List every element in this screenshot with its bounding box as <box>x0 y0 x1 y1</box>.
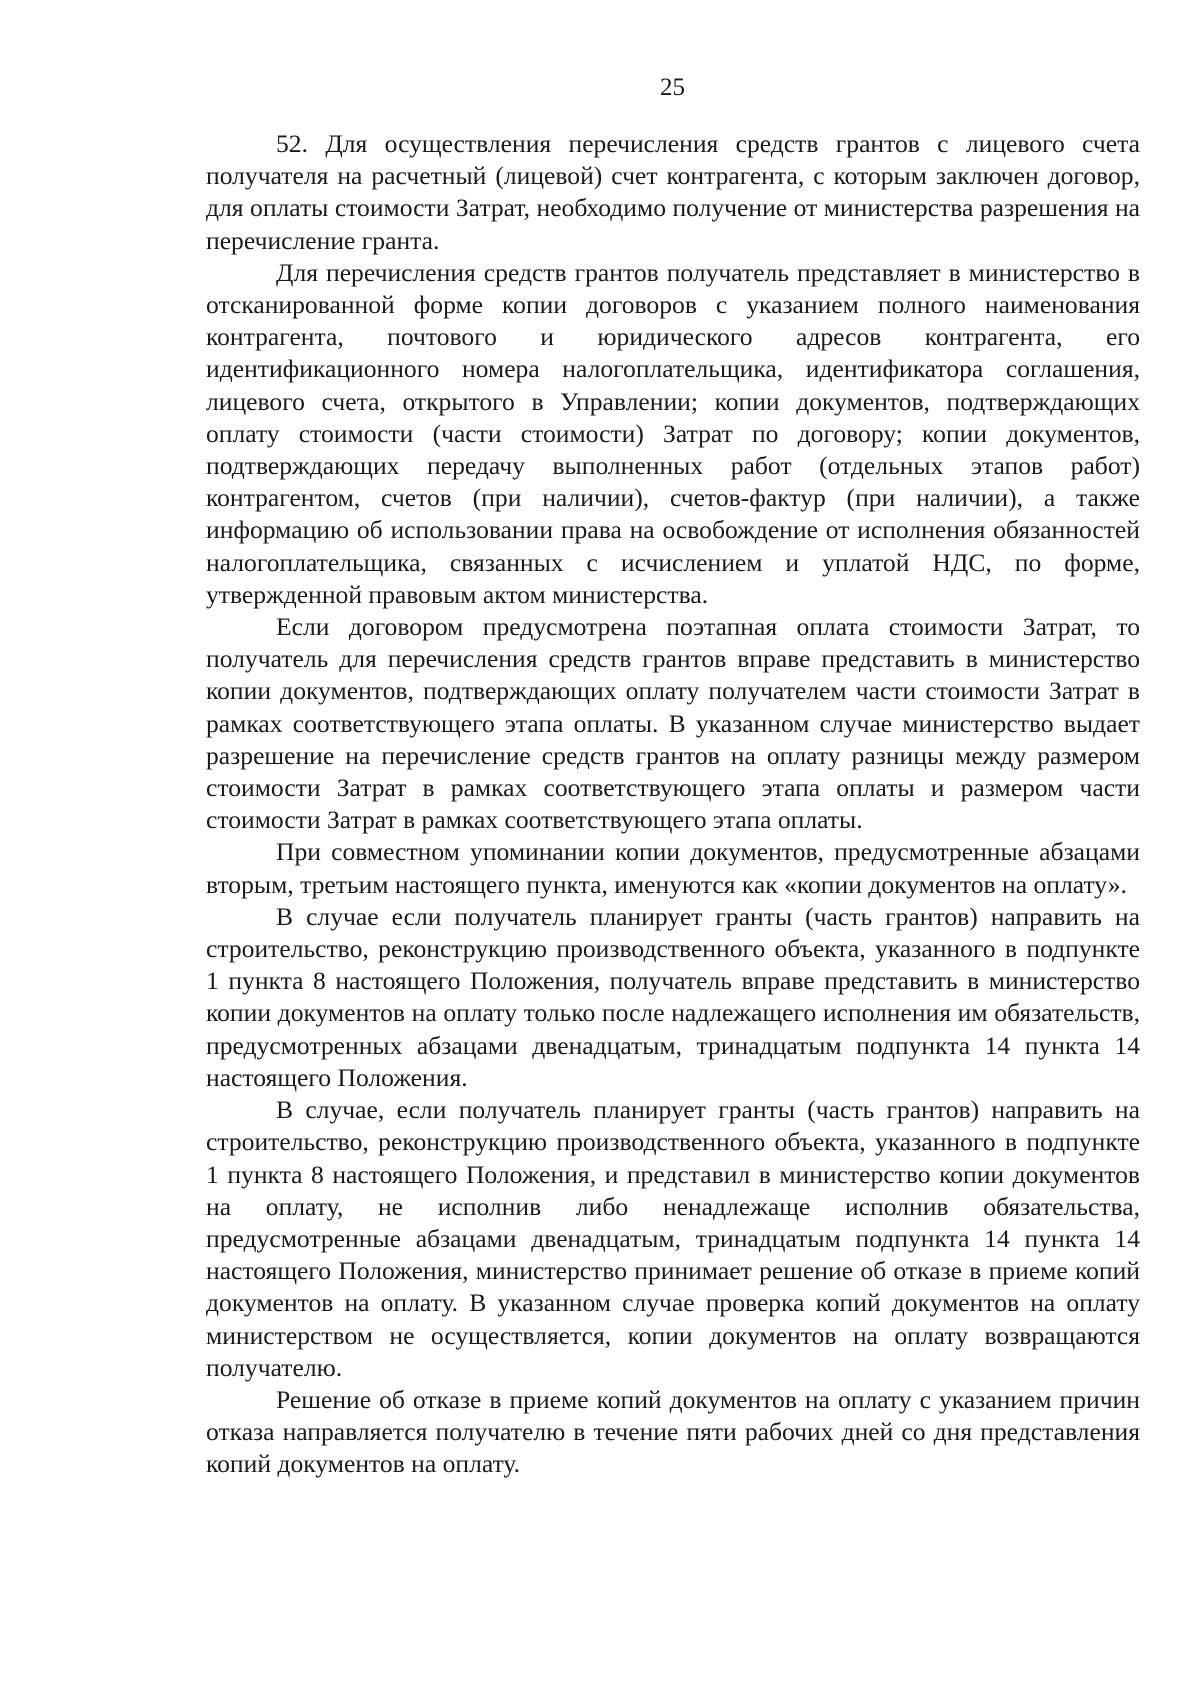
paragraph-documents-list: Для перечисления средств грантов получатель представляет в министерство в отсканированной форме копии договоров с указанием полного наименования контрагента, почтового и юридического адресов контрагента, его идентификационного номера налогоплательщика, идентификатора соглашения, лицевого счета, открытого в Управлении; копии документов, подтверждающих оплату стоимости (части стоимости) Затрат по договору; копии документов, подтверждающих передачу выполненных работ (отдельных этапов работ) контрагентом, счетов (при наличии), счетов-фактур (при наличии), а также информацию об использовании права на освобождение от исполнения обязанностей налогоплательщика, связанных с исчислением и уплатой НДС, по форме, утвержденной правовым актом министерства. <box>206 257 1140 609</box>
paragraph-staged-payment: Если договором предусмотрена поэтапная оплата стоимости Затрат, то получатель для перечисления средств грантов вправе представить в министерство копии документов, подтверждающих оплату получателем части стоимости Затрат в рамках соответствующего этапа оплаты. В указанном случае министерство выдает разрешение на перечисление средств грантов на оплату разницы между размером стоимости Затрат в рамках соответствующего этапа оплаты и размером части стоимости Затрат в рамках соответствующего этапа оплаты. <box>206 612 1140 835</box>
paragraph-refusal-case: В случае, если получатель планирует гранты (часть грантов) направить на строительство, реконструкцию производственного объекта, указанного в подпункте 1 пункта 8 настоящего Положения, и представил в министерство копии документов на оплату, не исполнив либо ненадлежаще исполнив обязательства, предусмотренные абзацами двенадцатым, тринадцатым подпункта 14 пункта 14 настоящего Положения, министерство принимает решение об отказе в приеме копий документов на оплату. В указанном случае проверка копий документов на оплату министерством не осуществляется, копии документов на оплату возвращаются получателю. <box>206 1095 1140 1382</box>
document-body <box>206 128 1140 1481</box>
paragraph-52-intro: 52. Для осуществления перечисления средств грантов с лицевого счета получателя на расчетный (лицевой) счет контрагента, с которым заключен договор, для оплаты стоимости Затрат, необходимо получение от министерства разрешения на перечисление гранта. <box>206 129 1140 255</box>
paragraph-construction-case: В случае если получатель планирует гранты (часть грантов) направить на строительство, реконструкцию производственного объекта, указанного в подпункте 1 пункта 8 настоящего Положения, получатель вправе представить в министерство копии документов на оплату только после надлежащего исполнения им обязательств, предусмотренных абзацами двенадцатым, тринадцатым подпункта 14 пункта 14 настоящего Положения. <box>206 901 1140 1092</box>
paragraph-refusal-notice: Решение об отказе в приеме копий документов на оплату с указанием причин отказа направляется получателю в течение пяти рабочих дней со дня представления копий документов на оплату. <box>206 1384 1140 1479</box>
paragraph-definition: При совместном упоминании копии документов, предусмотренные абзацами вторым, третьим настоящего пункта, именуются как «копии документов на оплату». <box>206 837 1140 899</box>
page-number: 25 <box>660 74 685 101</box>
